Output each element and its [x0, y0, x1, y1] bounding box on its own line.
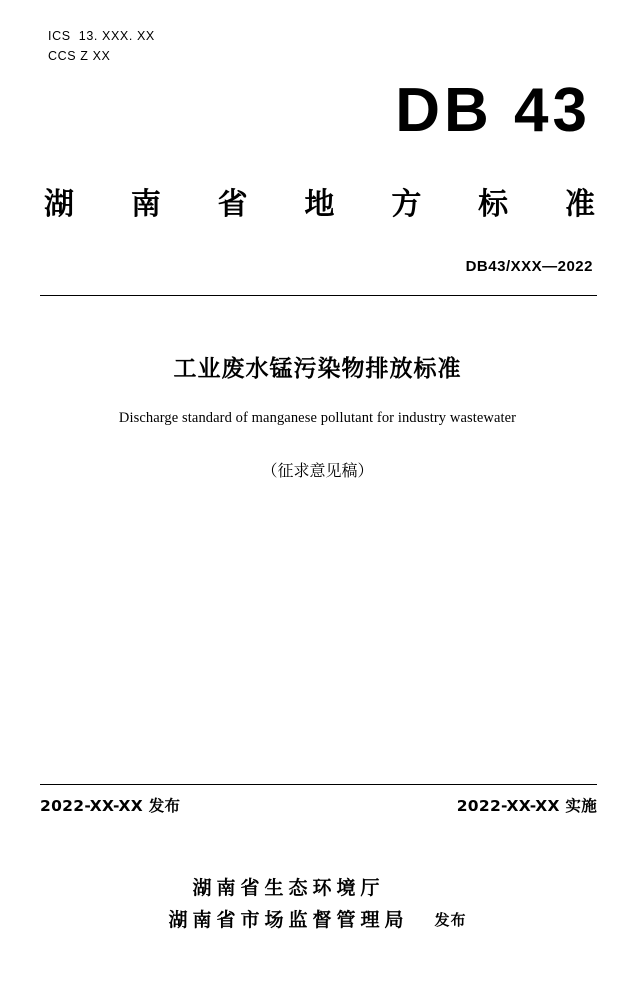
standard-type-char-0: 湖 — [44, 187, 74, 222]
document-title-chinese: 工业废水锰污染物排放标准 — [173, 356, 462, 382]
db-number: DB 43 — [395, 76, 591, 145]
issuer-line-2: 湖南省市场监督管理局 — [168, 909, 409, 931]
classification-block — [48, 26, 155, 66]
divider-bottom — [40, 784, 597, 785]
standard-type-char-1: 南 — [130, 187, 161, 222]
implementation-date: 2022-XX-XX 实施 — [456, 797, 597, 815]
standard-type-char-3: 地 — [304, 187, 335, 222]
issuer-names — [168, 872, 408, 936]
issuer-line-1: 湖南省生态环境厅 — [192, 877, 385, 899]
document-stage-label: （征求意见稿） — [261, 461, 374, 480]
standard-type-char-5: 标 — [478, 187, 509, 222]
publish-label: 发布 — [434, 911, 467, 929]
document-title-english: Discharge standard of manganese pollutant for industry wastewater — [118, 410, 517, 426]
divider-top — [40, 295, 597, 296]
issue-date: 2022-XX-XX 发布 — [40, 797, 181, 815]
standard-type-char-2: 省 — [217, 187, 248, 222]
issuer-block — [0, 872, 635, 936]
standard-type-char-4: 方 — [391, 187, 422, 222]
standard-type-char-6: 准 — [564, 187, 595, 222]
ccs-code: CCS Z XX — [48, 49, 111, 63]
standard-code: DB43/XXX—2022 — [465, 258, 593, 275]
ics-code: ICS 13. XXX. XX — [48, 29, 155, 43]
standard-type-title — [44, 185, 595, 225]
